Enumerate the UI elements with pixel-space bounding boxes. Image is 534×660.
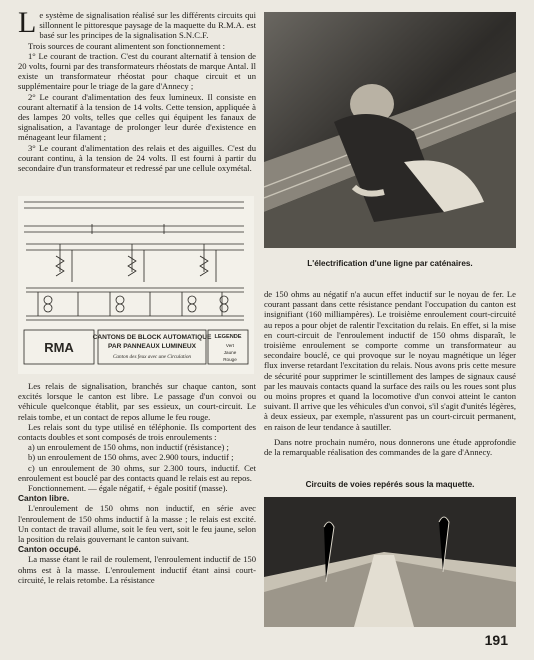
diagram-title: CANTONS DE BLOCK AUTOMATIQUE (92, 334, 212, 341)
paragraph: Dans notre prochain numéro, nous donnerons une étude approfondie de la remarquable réalisation des commandes de la gare d'Annecy. (264, 436, 516, 458)
paragraph: 3° Le courant d'alimentation des relais et des aiguilles. C'est du courant continu, à la tension de 24 volts. Il est fourni à partir du secondaire d'un transformateur et redressé par une cellule oxymétal. (18, 142, 256, 174)
rma-logo: RMA (44, 340, 74, 355)
paragraph: Fonctionnement. — égale négatif, + égale positif (masse). (28, 483, 228, 494)
track-circuit-photo (264, 497, 516, 627)
intro-paragraph: e système de signalisation réalisé sur les différents circuits qui sillonnent le pittoresque paysage de la maquette du R.M.A. est basé sur les principes de la signalisation S.N.C.F. (39, 10, 256, 41)
diagram-subtitle: Canton des feux avec une Circulation (112, 354, 192, 360)
catenary-photo (264, 12, 516, 248)
paragraph: 2° Le courant d'alimentation des feux lumineux. Il consiste en courant alternatif à la tension de 14 volts. Cette tension, appliquée à des lampes 20 volts, telles que celles qui équipent les fanaux de signalisation, a l'avantage de prolonger leur durée d'existence en ménageant leur filament ; (18, 91, 256, 143)
legend-item: Jaune (223, 350, 237, 355)
page-number: 191 (484, 632, 508, 648)
photo-caption: L'électrification d'une ligne par caténaires. (307, 259, 473, 268)
right-column (264, 289, 516, 457)
paragraph: La masse étant le rail de roulement, l'enroulement inductif de 150 ohms est à la masse. L'enroulement inductif étant ainsi court-circuité, le relais retombe. La résistance (18, 554, 256, 585)
paragraph: L'enroulement de 150 ohms non inductif, en série avec l'enroulement de 150 ohms inductif à la masse ; le relais est excité. Un contact de travail allume, soit le feu vert, soit le feu jaune, selon la position du relais gouvernant le canton suivant. (18, 503, 256, 545)
paragraph: a) un enroulement de 150 ohms, non inductif (résistance) ; (28, 442, 229, 453)
left-column-bottom (18, 381, 256, 585)
subheading: Canton libre. (18, 493, 70, 504)
subheading: Canton occupé. (18, 544, 81, 555)
paragraph: b) un enroulement de 150 ohms, avec 2.900 tours, inductif ; (28, 452, 234, 463)
legend-item: Vert (225, 343, 235, 348)
paragraph: 1° Le courant de traction. C'est du courant alternatif à tension de 20 volts, fourni par des transformateurs rhéostats de marque Antal. Il existe un transformateur rhéostat pour chaque circuit et un supplémentaire pour le triage de la gare d'Annecy ; (18, 50, 256, 92)
block-diagram (18, 196, 254, 374)
diagram-title-2: PAR PANNEAUX LUMINEUX (107, 343, 197, 350)
drop-cap: L (18, 6, 37, 39)
photo-caption: Circuits de voies repérés sous la maquette. (305, 480, 475, 489)
left-column-top (18, 6, 256, 174)
diagram-legend-title: LEGENDE (214, 334, 242, 340)
legend-item: Rouge (223, 357, 237, 362)
paragraph: Les relais sont du type utilisé en téléphonie. Ils comportent des contacts doubles et sont composés de trois enroulements : (18, 421, 256, 443)
paragraph: c) un enroulement de 30 ohms, sur 2.300 tours, inductif. Cet enroulement est bouclé par des contacts quand le relais est au repos. (18, 462, 256, 483)
diagram-drawing (18, 196, 254, 374)
paragraph: Les relais de signalisation, branchés sur chaque canton, sont excités lorsque le canton est libre. Le passage d'un convoi ou véhicule quelconque établit, par ses essieux, un court-circuit. Le relais tombe, et un contact de repos allume le feu rouge. (18, 381, 256, 422)
photo-image (264, 497, 516, 627)
paragraph: de 150 ohms au négatif n'a aucun effet inductif sur le noyau de fer. Le courant passant dans cette résistance pendant l'occupation du canton est insignifiant (160 milliampères). Le troisième enroulement court-circuité au repos a pour objet de ralentir l'excitation du relais. En effet, si la mise en court-circuit de l'enroulement inductif de 150 ohms disparaît, le troisième enroulement se comporte comme un transformateur au secondaire bouclé, ce qui provoque sur le noyau magnétique un léger flux inverse retardant l'excitation du relais. Nous avons pris cette mesure de sécurité pour supprimer le scintillement des lampes de signaux causé par les mauvais contacts quand la surface des rails ou les roues sont plus ou moins propres et quand la locomotive d'un convoi atteint le canton suivant. Il arrive que les véhicules d'un convoi, s'il s'agit d'unités légères, à deux essieux, par exemple, n'assurent pas un court-circuit permanent, en raison de leur tendance à sautiller. (264, 289, 516, 432)
paragraph: Trois sources de courant alimentent son fonctionnement : (28, 40, 226, 51)
photo-image (264, 12, 516, 248)
